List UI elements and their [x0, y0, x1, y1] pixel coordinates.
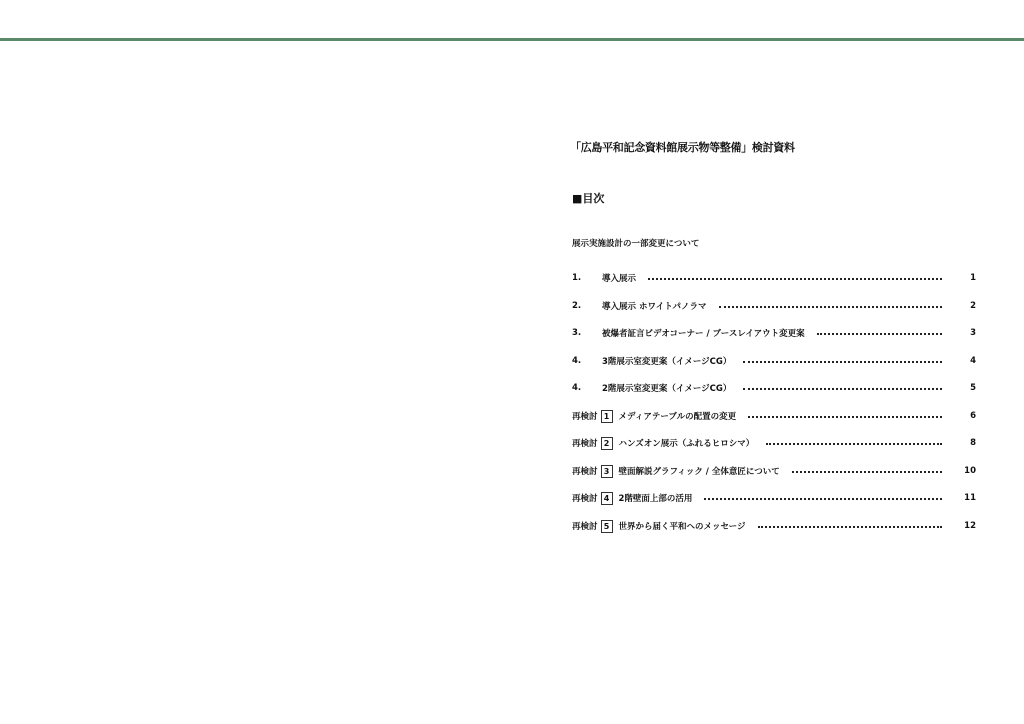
toc-entry[interactable]: [572, 354, 976, 368]
toc-entry-page-number: 6: [970, 411, 976, 421]
toc-entry[interactable]: [572, 491, 976, 505]
toc-entry[interactable]: [572, 409, 976, 423]
toc-entry[interactable]: [572, 271, 976, 285]
toc-entry[interactable]: [572, 326, 976, 340]
toc-entry-label: 2階展示室変更案（イメージCG）: [602, 384, 732, 394]
toc-entry-label: 3階展示室変更案（イメージCG）: [602, 357, 732, 367]
toc-entry-boxed-number: 1: [601, 410, 613, 423]
toc-entry-number: 再検討: [572, 522, 598, 532]
toc-entry-number: 3.: [572, 328, 582, 338]
toc-entry-label: 導入展示 ホワイトパノラマ: [602, 302, 707, 312]
toc-leader-dots: [792, 470, 942, 473]
toc-entry-label: 被爆者証言ビデオコーナー / ブースレイアウト変更案: [602, 329, 805, 339]
toc-leader-dots: [766, 442, 942, 445]
toc-entry-page-number: 4: [970, 356, 976, 366]
toc-heading: ■目次: [572, 192, 605, 205]
toc-entry-label: 世界から届く平和へのメッセージ: [618, 522, 746, 532]
toc-entry-label: 導入展示: [602, 274, 637, 284]
toc-entry-label: メディアテーブルの配置の変更: [618, 412, 737, 422]
toc-entry-page-number: 1: [970, 273, 976, 283]
toc-entry-page-number: 12: [964, 521, 976, 531]
toc-entry[interactable]: [572, 299, 976, 313]
toc-entry-label: ハンズオン展示（ふれるヒロシマ）: [618, 439, 755, 449]
toc-entry-label: 壁面解説グラフィック / 全体意匠について: [618, 467, 780, 477]
toc-entry[interactable]: [572, 436, 976, 450]
toc-entry-page-number: 10: [964, 466, 976, 476]
header-rule: [0, 38, 1024, 41]
toc-entry-page-number: 11: [964, 493, 976, 503]
toc-entry-number: 再検討: [572, 494, 598, 504]
toc-entry-number: 4.: [572, 383, 582, 393]
toc-entry[interactable]: [572, 381, 976, 395]
toc-entry-page-number: 3: [970, 328, 976, 338]
toc-leader-dots: [743, 387, 942, 390]
toc-leader-dots: [743, 360, 942, 363]
toc-entry[interactable]: [572, 464, 976, 478]
toc-entry-page-number: 5: [970, 383, 976, 393]
toc-leader-dots: [704, 497, 942, 500]
toc-entry-label: 2階壁面上部の活用: [618, 494, 693, 504]
document-title: 「広島平和記念資料館展示物等整備」検討資料: [570, 141, 795, 154]
toc-entry-number: 1.: [572, 273, 582, 283]
toc-leader-dots: [817, 332, 942, 335]
toc-subheading: 展示実施設計の一部変更について: [572, 239, 700, 249]
toc-entry-number: 4.: [572, 356, 582, 366]
toc-entry-number: 再検討: [572, 412, 598, 422]
toc-entry-number: 再検討: [572, 467, 598, 477]
toc-entry-page-number: 2: [970, 301, 976, 311]
toc-entry-number: 再検討: [572, 439, 598, 449]
toc-entry-boxed-number: 2: [601, 437, 613, 450]
toc-leader-dots: [748, 415, 942, 418]
toc-entry[interactable]: [572, 519, 976, 533]
toc-leader-dots: [648, 277, 942, 280]
toc-entry-boxed-number: 4: [601, 492, 613, 505]
toc-entry-boxed-number: 3: [601, 465, 613, 478]
toc-entry-page-number: 8: [970, 438, 976, 448]
toc-entry-number: 2.: [572, 301, 582, 311]
toc-leader-dots: [758, 525, 942, 528]
toc-leader-dots: [719, 305, 942, 308]
toc-entry-boxed-number: 5: [601, 520, 613, 533]
